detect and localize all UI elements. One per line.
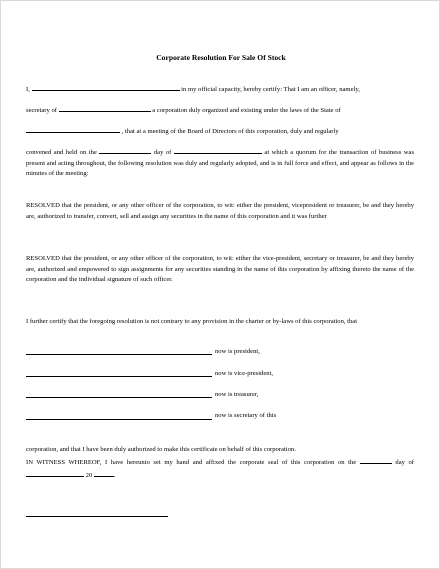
corporation-name-blank[interactable] [59,104,151,112]
p6-d: . [113,471,116,479]
p6-c: 20 [85,471,93,479]
p1-b: secretary of [26,107,57,114]
p1-g: at which a quorum for the transaction of business was present and acting throughout, the following resolution was duly and regularly adopted, and is in full force and effect, and appear as follows in the minutes of the meeting: [26,149,415,177]
p1-e: convened and held on the [26,149,97,156]
president-label: now is president, [215,348,260,355]
secretary-name-line[interactable] [26,419,212,420]
p1-start: I, [26,86,30,93]
vice-president-name-line[interactable] [26,376,212,377]
resolved-paragraph-2: RESOLVED that the president, or any other officer of the corporation, to wit: either the vice-president, secretary or treasurer, be and they hereby are, authorized and empowered to sign assignments for any securities standing in the name of this corporation by affixing thereto the name of the corporation and the individual signature of such officer. [26,255,414,283]
authorization-paragraph: corporation, and that I have been duly authorized to make this certificate on behalf of this corporation. [26,446,296,453]
certification-paragraph [26,83,414,96]
officer-name-blank[interactable] [32,83,180,91]
p1-line3 [26,125,414,138]
witness-paragraph [26,456,414,481]
vice-president-label: now is vice-president, [215,370,274,377]
treasurer-name-line[interactable] [26,397,212,398]
p1-f: day of [153,149,172,156]
treasurer-label: now is treasurer, [215,391,259,398]
document-title: Corporate Resolution For Sale Of Stock [156,53,286,62]
meeting-month-blank[interactable] [174,146,262,154]
p6-a: IN WITNESS WHEREOF, I have hereunto set my hand and affixed the corporate seal of this corporation on the [26,459,357,466]
witness-year-blank[interactable] [94,469,114,477]
meeting-day-blank[interactable] [99,146,151,154]
further-certify-paragraph: I further certify that the foregoing resolution is not contrary to any provision in the charter or by-laws of this corporation, that [26,318,358,325]
witness-month-blank[interactable] [26,469,84,477]
p1-a: in my official capacity, hereby certify: That I am an officer, namely, [181,86,360,93]
p1-line4 [26,146,414,180]
p1-line2 [26,104,414,117]
p1-c: a corporation duly organized and existing under the laws of the State of [152,107,341,114]
witness-day-blank[interactable] [360,456,392,464]
state-blank[interactable] [26,125,120,133]
president-name-line[interactable] [26,354,212,355]
secretary-label: now is secretary of this [215,412,277,419]
p1-d: , that at a meeting of the Board of Directors of this corporation, duly and regularly [121,128,339,135]
signature-line[interactable] [26,516,168,517]
resolved-paragraph-1: RESOLVED that the president, or any other officer of the corporation, to wit: either the president, vicepresident or treasurer, be and they hereby are, authorized to transfer, convert, sell and assign any securities in the name of this corporation and it was further [26,202,414,220]
p6-b: day of [395,459,414,466]
